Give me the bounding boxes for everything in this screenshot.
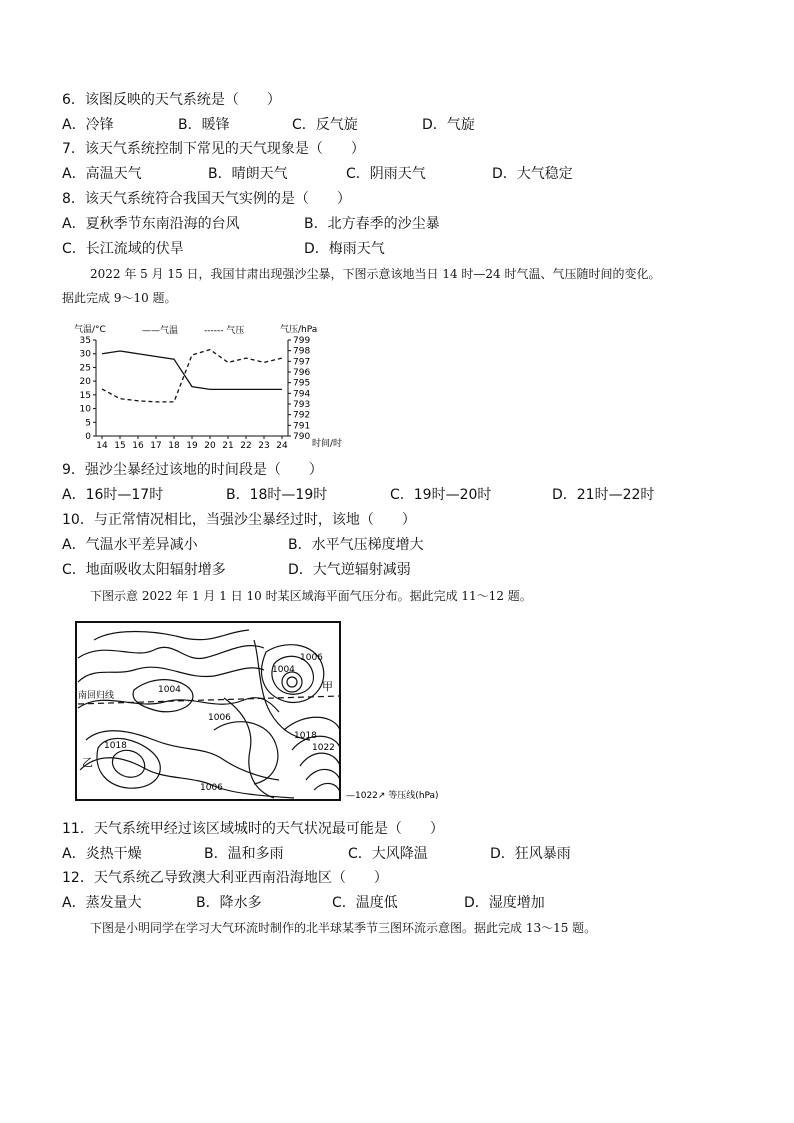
question-7-stem: 7．该天气系统控制下常见的天气现象是（ ） — [62, 141, 365, 157]
x-axis-label: 时间/时 — [312, 439, 342, 449]
left-tick-label: 25 — [79, 363, 91, 374]
option-a[interactable]: A．炎热干燥 — [62, 846, 142, 862]
sea-level-pressure-map — [74, 620, 444, 805]
x-tick-label: 14 — [96, 441, 108, 451]
option-b[interactable]: B．降水多 — [196, 895, 262, 911]
left-tick-label: 15 — [79, 390, 91, 401]
right-tick-label: 794 — [293, 389, 311, 400]
option-c[interactable]: C．反气旋 — [292, 117, 358, 133]
x-tick-label: 22 — [240, 441, 252, 451]
option-d[interactable]: D．气旋 — [422, 117, 475, 133]
left-tick-label: 20 — [79, 377, 91, 388]
right-tick-label: 797 — [293, 357, 311, 368]
temperature-line — [102, 351, 282, 389]
option-d[interactable]: D．21时—22时 — [552, 487, 655, 503]
isobar-label-1022: 1022 — [312, 743, 335, 753]
x-tick-label: 15 — [114, 441, 126, 451]
option-a[interactable]: A．气温水平差异减小 — [62, 537, 198, 553]
question-10-stem: 10．与正常情况相比，当强沙尘暴经过时，该地（ ） — [62, 512, 416, 528]
intro-13-15: 下图是小明同学在学习大气环流时制作的北半球某季节三图环流示意图。据此完成 13～15 题。 — [90, 921, 597, 935]
intro-9-10-line1: 2022 年 5 月 15 日，我国甘肃出现强沙尘暴，下图示意该地当日 14 时—24 时气温、气压随时间的变化。 — [90, 267, 661, 281]
left-tick-label: 10 — [79, 404, 91, 415]
pressure-line — [102, 350, 282, 402]
right-tick-label: 799 — [293, 336, 311, 346]
right-tick-label: 796 — [293, 368, 311, 378]
map-frame — [76, 622, 340, 800]
question-6-stem: 6．该图反映的天气系统是（ ） — [62, 92, 281, 108]
x-tick-label: 21 — [222, 441, 234, 451]
isobar-label-1004-top: 1004 — [272, 665, 295, 675]
right-tick-label: 793 — [293, 400, 311, 410]
right-tick-label: 795 — [293, 378, 311, 389]
x-tick-label: 18 — [168, 441, 180, 451]
question-8-stem: 8．该天气系统符合我国天气实例的是（ ） — [62, 191, 351, 207]
option-b[interactable]: B．水平气压梯度增大 — [288, 537, 424, 553]
x-tick-label: 20 — [204, 441, 216, 451]
intro-11-12: 下图示意 2022 年 1 月 1 日 10 时某区域海平面气压分布。据此完成 11～12 题。 — [90, 589, 532, 603]
map-legend: —1022↗ 等压线(hPa) — [346, 791, 439, 801]
option-b[interactable]: B．暖锋 — [178, 117, 230, 133]
right-tick-label: 798 — [293, 346, 311, 357]
left-axis-label: 气温/°C — [74, 325, 106, 335]
question-9-stem: 9．强沙尘暴经过该地的时间段是（ ） — [62, 462, 323, 478]
option-a[interactable]: A．16时—17时 — [62, 487, 164, 503]
option-b[interactable]: B．温和多雨 — [204, 846, 284, 862]
left-tick-label: 35 — [79, 336, 91, 346]
option-d[interactable]: D．狂风暴雨 — [490, 846, 571, 862]
option-c[interactable]: C．长江流域的伏旱 — [62, 241, 184, 257]
isobar-label-1006-bottom: 1006 — [200, 783, 223, 793]
option-a[interactable]: A．冷锋 — [62, 117, 114, 133]
label-yi: 乙 — [82, 756, 93, 769]
option-a[interactable]: A．高温天气 — [62, 166, 142, 182]
option-d[interactable]: D．湿度增加 — [464, 895, 545, 911]
right-tick-label: 791 — [293, 421, 311, 432]
temperature-pressure-chart — [74, 322, 342, 452]
option-d[interactable]: D．大气稳定 — [492, 166, 573, 182]
option-c[interactable]: C．地面吸收太阳辐射增多 — [62, 562, 226, 578]
question-12-stem: 12．天气系统乙导致澳大利亚西南沿海地区（ ） — [62, 870, 388, 886]
option-d[interactable]: D．大气逆辐射减弱 — [288, 562, 411, 578]
intro-9-10-line2: 据此完成 9～10 题。 — [62, 291, 177, 305]
left-tick-label: 5 — [85, 418, 91, 429]
x-tick-label: 17 — [150, 441, 162, 451]
tropic-label: 南回归线 — [78, 691, 115, 701]
option-c[interactable]: C．阴雨天气 — [346, 166, 426, 182]
option-b[interactable]: B．18时—19时 — [226, 487, 328, 503]
label-jia: 甲 — [322, 680, 333, 693]
isobar-label-1004-mid: 1004 — [158, 685, 181, 695]
right-tick-label: 790 — [293, 432, 311, 442]
isobar-label-1006-top: 1006 — [300, 653, 323, 663]
option-b[interactable]: B．北方春季的沙尘暴 — [304, 216, 440, 232]
option-b[interactable]: B．晴朗天气 — [208, 166, 288, 182]
isobar-label-1006-mid: 1006 — [208, 713, 231, 723]
option-a[interactable]: A．夏秋季节东南沿海的台风 — [62, 216, 240, 232]
x-tick-label: 23 — [258, 441, 270, 451]
x-tick-label: 24 — [276, 441, 288, 451]
option-c[interactable]: C．温度低 — [332, 895, 398, 911]
left-tick-label: 0 — [85, 432, 91, 442]
legend-temperature: ——气温 — [142, 326, 179, 336]
x-tick-label: 16 — [132, 441, 144, 451]
isobar-label-1018-left: 1018 — [104, 741, 127, 751]
option-d[interactable]: D．梅雨天气 — [304, 241, 385, 257]
right-tick-label: 792 — [293, 410, 311, 421]
isobar-label-1018-right: 1018 — [294, 731, 317, 741]
legend-pressure: ------ 气压 — [204, 326, 245, 336]
option-a[interactable]: A．蒸发量大 — [62, 895, 142, 911]
right-axis-label: 气压/hPa — [280, 325, 318, 335]
option-c[interactable]: C．大风降温 — [348, 846, 428, 862]
left-tick-label: 30 — [79, 349, 91, 360]
option-c[interactable]: C．19时—20时 — [390, 487, 492, 503]
x-tick-label: 19 — [186, 441, 198, 451]
question-11-stem: 11．天气系统甲经过该区域城时的天气状况最可能是（ ） — [62, 821, 444, 837]
